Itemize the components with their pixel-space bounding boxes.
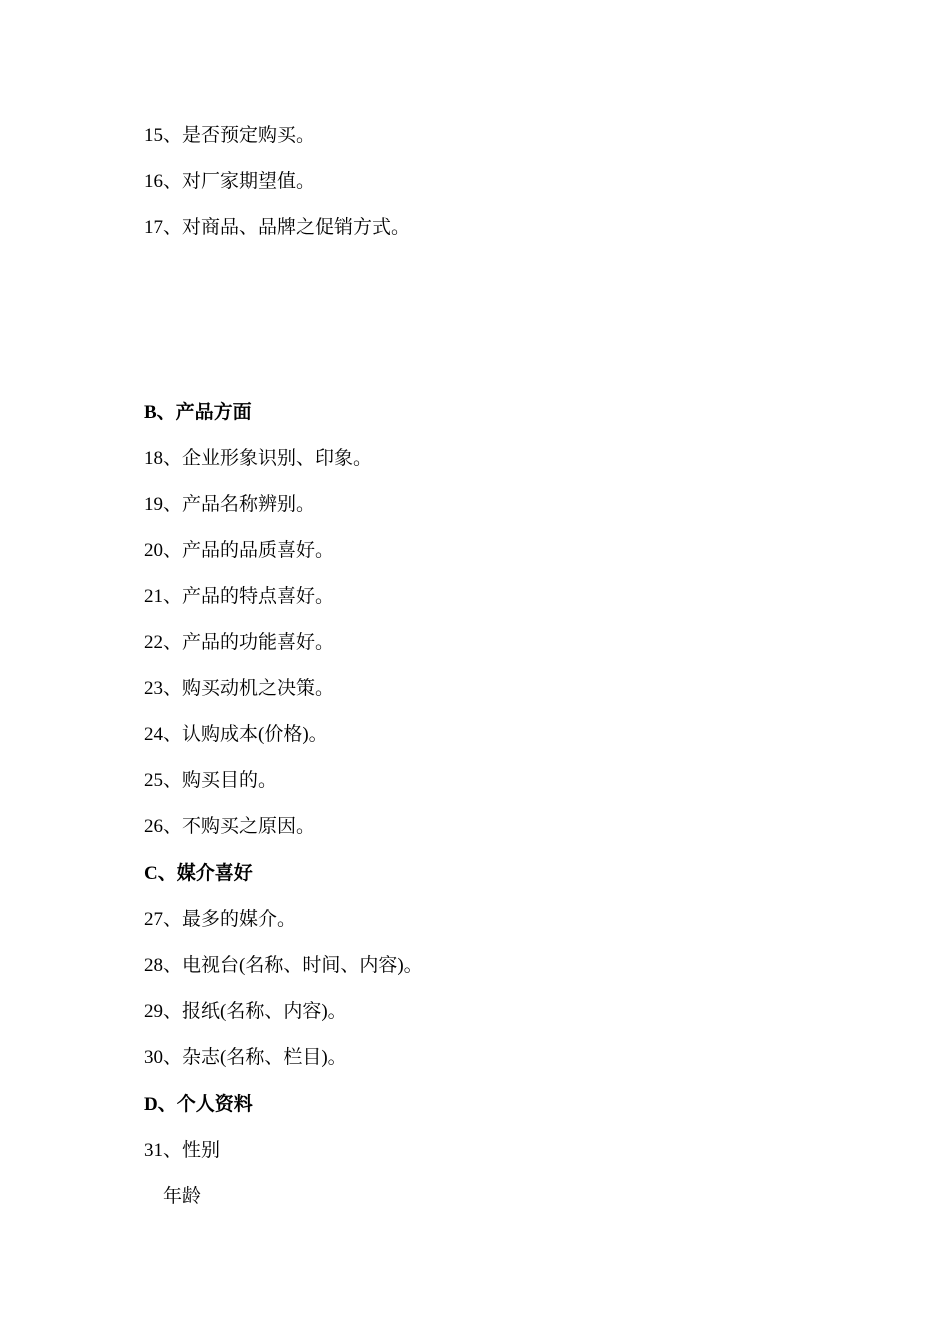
list-item: 26、不购买之原因。 <box>144 816 316 837</box>
list-item: 23、购买动机之决策。 <box>144 678 335 699</box>
list-item: 30、杂志(名称、栏目)。 <box>144 1047 347 1068</box>
list-item: 27、最多的媒介。 <box>144 909 297 930</box>
list-item: 18、企业形象识别、印象。 <box>144 448 373 469</box>
list-item: 15、是否预定购买。 <box>144 125 316 146</box>
list-item: 28、电视台(名称、时间、内容)。 <box>144 955 423 976</box>
list-item: 20、产品的品质喜好。 <box>144 540 335 561</box>
list-item: 25、购买目的。 <box>144 770 278 791</box>
list-item: 29、报纸(名称、内容)。 <box>144 1001 347 1022</box>
list-item: 22、产品的功能喜好。 <box>144 632 335 653</box>
list-sub-item: 年龄 <box>163 1186 202 1207</box>
list-item: 31、性别 <box>144 1140 221 1161</box>
list-item: 17、对商品、品牌之促销方式。 <box>144 217 411 238</box>
list-item: 24、认购成本(价格)。 <box>144 724 328 745</box>
list-item: 19、产品名称辨别。 <box>144 494 316 515</box>
section-heading-product: B、产品方面 <box>144 402 252 423</box>
section-heading-personal: D、个人资料 <box>144 1094 253 1115</box>
list-item: 16、对厂家期望值。 <box>144 171 316 192</box>
section-heading-media: C、媒介喜好 <box>144 863 253 884</box>
list-item: 21、产品的特点喜好。 <box>144 586 335 607</box>
